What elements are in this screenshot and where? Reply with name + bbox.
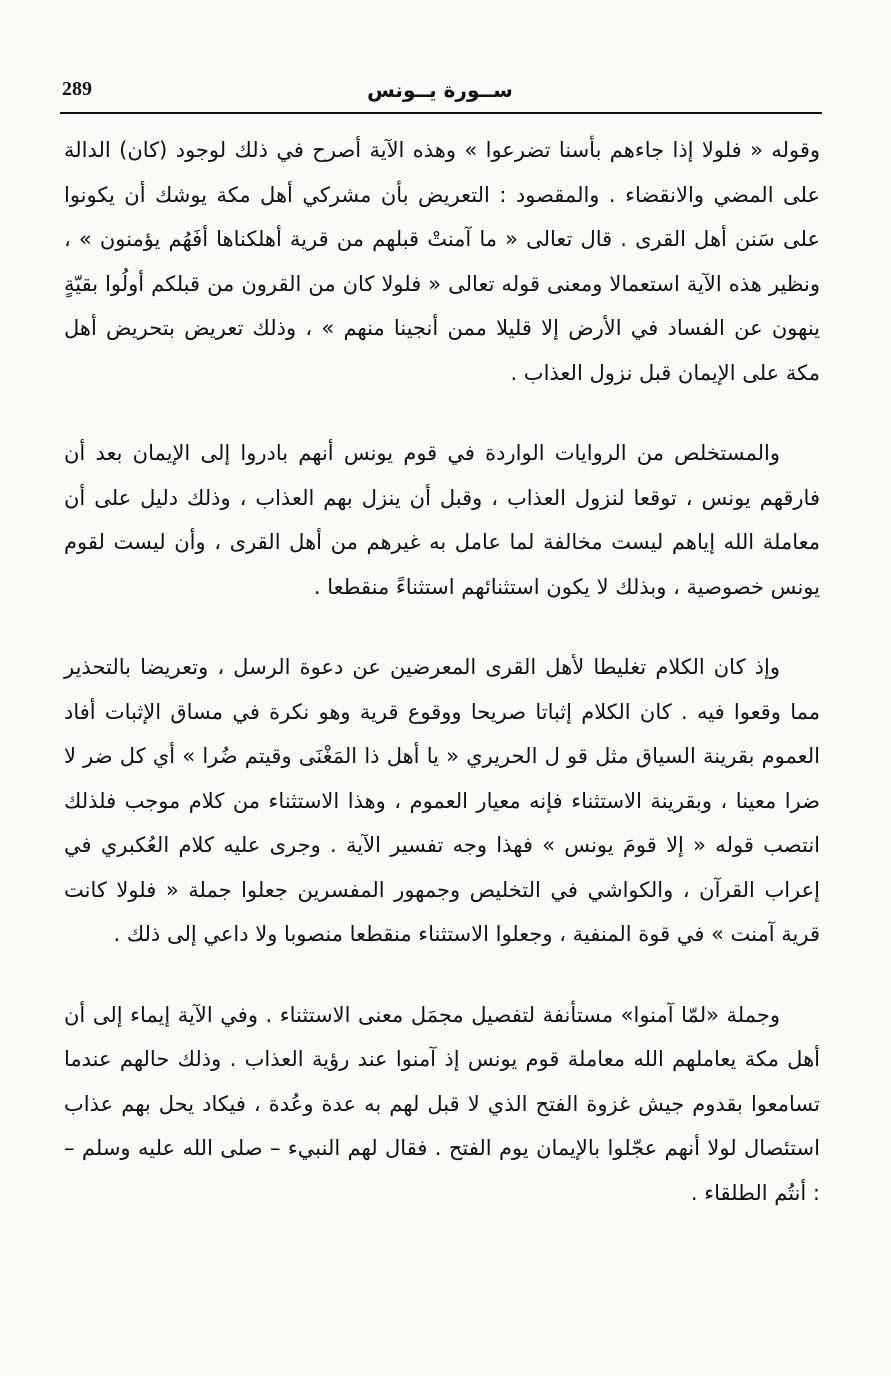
paragraph: وقوله « فلولا إذا جاءهم بأسنا تضرعوا » وهذه الآية أصرح في ذلك لوجود (كان) الدالة على المضي والانقضاء . والمقصود : التعريض بأن مشركي أهل مكة يوشك أن يكونوا على سَنن أهل القرى . قال تعالى « ما آمنتْ قبلهم من قرية أهلكناها أفَهُم يؤمنون » ، ونظير هذه الآية استعمالا ومعنى قوله تعالى « فلولا كان من القرون من قبلكم أولُوا بقيّةٍ ينهون عن الفساد في الأرض إلا قليلا ممن أنجينا منهم » ، وذلك تعريض بتحريض أهل مكة على الإيمان قبل نزول العذاب .	[64, 138, 820, 385]
paragraph: وإذ كان الكلام تغليطا لأهل القرى المعرضين عن دعوة الرسل ، وتعريضا بالتحذير مما وقعوا فيه . كان الكلام إثباتا صريحا ووقوع قرية وهو نكرة في مساق الإثبات أفاد العموم بقرينة السياق مثل قو ل الحريري « يا أهل ذا المَغْنَى وقيتم ضُرا » أي كل ضر لا ضرا معينا ، وبقرينة الاستثناء فإنه معيار العموم ، وهذا الاستثناء من كلام موجب فلذلك انتصب قوله « إلا قومَ يونس » فهذا وجه تفسير الآية . وجرى عليه كلام العُكبري في إعراب القرآن ، والكواشي في التخليص وجمهور المفسرين جعلوا جملة « فلولا كانت قرية آمنت » في قوة المنفية ، وجعلوا الاستثناء منقطعا منصوبا ولا داعي إلى ذلك .	[64, 655, 820, 946]
paragraph: وجملة «لمّا آمنوا» مستأنفة لتفصيل مجمَل معنى الاستثناء . وفي الآية إيماء إلى أن أهل مكة يعاملهم الله معاملة قوم يونس إذ آمنوا عند رؤية العذاب . وذلك حالهم عندما تسامعوا بقدوم جيش غزوة الفتح الذي لا قبل لهم به عدة وعُدة ، فيكاد يحل بهم عذاب استئصال لولا أنهم عجّلوا بالإيمان يوم الفتح . فقال لهم النبيء – صلى الله عليه وسلم – : أنتُم الطلقاء .	[64, 1002, 820, 1205]
header-rule	[60, 112, 822, 114]
paragraph: والمستخلص من الروايات الواردة في قوم يونس أنهم بادروا إلى الإيمان بعد أن فارقهم يونس ، توقعا لنزول العذاب ، وقبل أن ينزل بهم العذاب ، وذلك دليل على أن معاملة الله إياهم ليست مخالفة لما عامل به غيرهم من أهل القرى ، وأن ليست لقوم يونس خصوصية ، وبذلك لا يكون استثنائهم استثناءً منقطعا .	[64, 441, 820, 599]
page-number: 289	[62, 78, 92, 100]
running-title: ســورة يــونس	[367, 78, 513, 102]
body-text	[64, 128, 820, 1215]
page-header	[60, 74, 820, 114]
